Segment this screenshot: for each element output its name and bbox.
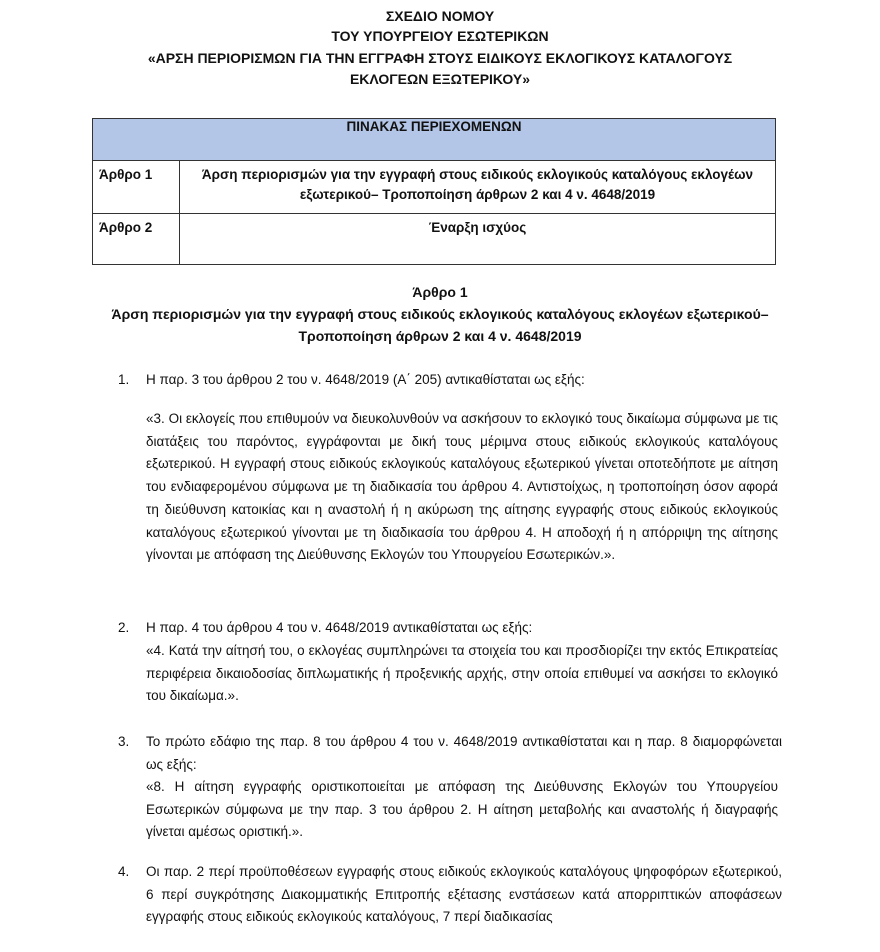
toc-header-row: [93, 119, 776, 161]
bill-label: ΣΧΕΔΙΟ ΝΟΜΟΥ: [385, 8, 495, 24]
item-number: 1.: [118, 372, 130, 387]
quoted-provision: «3. Οι εκλογείς που επιθυμούν να διευκολυνθούν να ασκήσουν το εκλογικό τους δικαίωμα σύμφωνα με τις διατάξεις του παρόντος, εγγράφονται με δική τους μέριμνα στους ειδικούς εκλογικούς καταλόγους εξωτερικού. Η εγγραφή στους ειδικούς εκλογικούς καταλόγους εξωτερικού γίνεται οποτεδήποτε με αίτηση του ενδιαφερομένου σύμφωνα με τη διαδικασία του άρθρου 4. Αντιστοίχως, η τροποποίηση όσον αφορά τη διεύθυνση κατοικίας και η αναστολή ή η ακύρωση της αίτησης εγγραφής στους ειδικούς εκλογικούς καταλόγους εξωτερικού γίνονται με τη διαδικασία του άρθρου 4. Η αποδοχή ή η απόρριψη της αίτησης γίνονται με απόφαση της Διεύθυνσης Εκλογών του Υπουργείου Εσωτερικών.».: [146, 411, 778, 563]
bill-title: «ΑΡΣΗ ΠΕΡΙΟΡΙΣΜΩΝ ΓΙΑ ΤΗΝ ΕΓΓΡΑΦΗ ΣΤΟΥΣ ΕΙΔΙΚΟΥΣ ΕΚΛΟΓΙΚΟΥΣ ΚΑΤΑΛΟΓΟΥΣ ΕΚΛΟΓΕΩΝ ΕΞΩΤΕΡΙΚΟΥ»: [147, 50, 733, 87]
item-number: 4.: [118, 864, 130, 879]
item-number: 3.: [118, 734, 130, 749]
table-of-contents: [92, 118, 776, 265]
item-number: 2.: [118, 620, 130, 635]
quoted-provision: «4. Κατά την αίτησή του, ο εκλογέας συμπληρώνει τα στοιχεία του και προσδιορίζει την εκτός Επικρατείας περιφέρεια δικαιοδοσίας διπλωματικής ή προξενικής αρχής, στην οποία επιθυμεί να ασκήσει το εκλογικό του δικαίωμα.».: [146, 643, 778, 704]
item-lead-text: Η παρ. 3 του άρθρου 2 του ν. 4648/2019 (Α΄ 205) αντικαθίσταται ως εξής:: [146, 372, 585, 387]
toc-article-number: Άρθρο 1: [93, 161, 180, 214]
item-lead-text: Η παρ. 4 του άρθρου 4 του ν. 4648/2019 αντικαθίσταται ως εξής:: [146, 620, 533, 635]
toc-article-number: Άρθρο 2: [93, 214, 180, 265]
item-lead-text: Οι παρ. 2 περί προϋποθέσεων εγγραφής στους ειδικούς εκλογικούς καταλόγους ψηφοφόρων εξωτερικού, 6 περί συγκρότησης Διακομματικής Επιτροπής εξέτασης ενστάσεων κατά απορριπτικών αποφάσεων εγγραφής στους ειδικούς εκλογικούς καταλόγους, 7 περί διαδικασίας: [146, 864, 782, 925]
quoted-provision: «8. Η αίτηση εγγραφής οριστικοποιείται με απόφαση της Διεύθυνσης Εκλογών του Υπουργείου Εσωτερικών σύμφωνα με την παρ. 3 του άρθρου 2. Η αίτηση μεταβολής και αναστολής ή διαγραφής γίνεται αμέσως οριστική.».: [146, 779, 778, 840]
toc-article-title: Άρση περιορισμών για την εγγραφή στους ειδικούς εκλογικούς καταλόγους εκλογέων εξωτερικού– Τροποποίηση άρθρων 2 και 4 ν. 4648/2019: [180, 161, 776, 214]
article-title-line1: Άρση περιορισμών για την εγγραφή στους ειδικούς εκλογικούς καταλόγους εκλογέων εξωτερικού–: [111, 306, 769, 322]
ministry-label: ΤΟΥ ΥΠΟΥΡΓΕΙΟΥ ΕΣΩΤΕΡΙΚΩΝ: [331, 28, 549, 44]
item-lead-text: Το πρώτο εδάφιο της παρ. 8 του άρθρου 4 του ν. 4648/2019 αντικαθίσταται και η παρ. 8 διαμορφώνεται ως εξής:: [146, 734, 782, 772]
article-number: Άρθρο 1: [412, 284, 468, 300]
toc-row: [93, 214, 776, 265]
toc-article-title: Έναρξη ισχύος: [180, 214, 776, 265]
article-title-line2: Τροποποίηση άρθρων 2 και 4 ν. 4648/2019: [298, 328, 582, 344]
toc-heading: ΠΙΝΑΚΑΣ ΠΕΡΙΕΧΟΜΕΝΩΝ: [93, 119, 776, 161]
toc-row: [93, 161, 776, 214]
